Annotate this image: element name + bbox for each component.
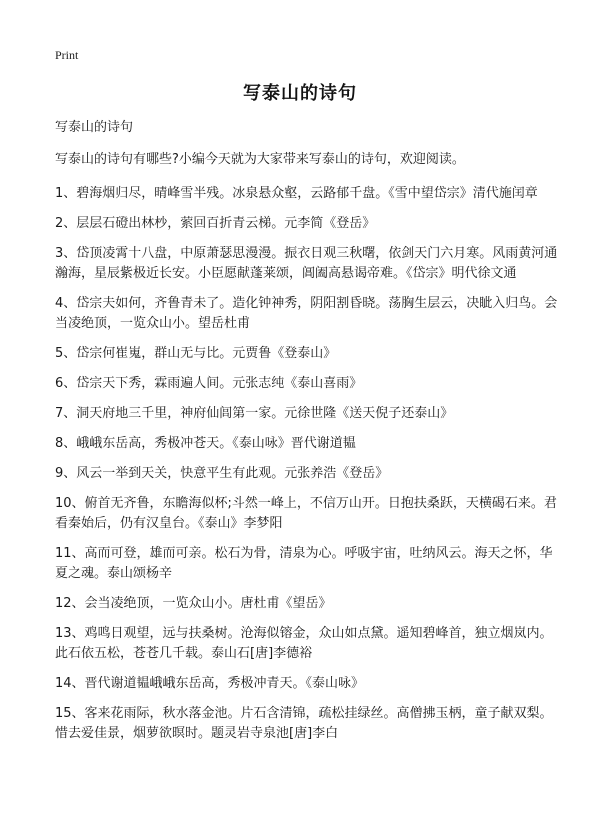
- poem-item: 15、客来花雨际，秋水落金池。片石含清锦，疏松挂绿丝。高僧拂玉柄，童子献双梨。惜去爱佳景，烟萝欲暝时。题灵岩寺泉池[唐]李白: [55, 706, 553, 741]
- poem-item: 3、岱顶凌霄十八盘，中原萧瑟思漫漫。振衣日观三秋曙，依剑天门六月寒。风雨黄河通瀚海，星辰紫极近长安。小臣愿献蓬莱颂，阊阖高悬谒帝难。《岱宗》明代徐文通: [55, 246, 558, 281]
- poem-item: 5、岱宗何崔嵬，群山无与比。元贾鲁《登泰山》: [55, 346, 337, 361]
- poem-item: 13、鸡鸣日观望，远与扶桑树。沧海似镕金，众山如点黛。遥知碧峰首，独立烟岚内。此石依五松，苍苍几千载。泰山石[唐]李德裕: [55, 626, 553, 661]
- article-body: [55, 118, 560, 754]
- poem-item: 4、岱宗夫如何，齐鲁青未了。造化钟神秀，阴阳割昏晓。荡胸生层云，决眦入归鸟。会当凌绝顶，一览众山小。望岳杜甫: [55, 296, 558, 331]
- poem-item: 9、风云一举到天关，快意平生有此观。元张养浩《登岳》: [55, 466, 389, 481]
- page-title: 写泰山的诗句: [243, 83, 357, 104]
- poem-item: 8、峨峨东岳高，秀极冲苍天。《泰山咏》晋代谢道韫: [55, 436, 356, 451]
- poem-item: 10、俯首无齐鲁，东瞻海似杯;斗然一峰上，不信万山开。日抱扶桑跃，天横碣石来。君看秦始后，仍有汉皇台。《泰山》李梦阳: [55, 496, 557, 531]
- poem-item: 11、高而可登，雄而可亲。松石为骨，清泉为心。呼吸宇宙，吐纳风云。海天之怀，华夏之魂。泰山颂杨辛: [55, 546, 553, 581]
- poem-item: 12、会当凌绝顶，一览众山小。唐杜甫《望岳》: [55, 596, 332, 611]
- poem-item: 1、碧海烟归尽，晴峰雪半残。冰泉悬众壑，云路郁千盘。《雪中望岱宗》清代施闰章: [55, 186, 538, 201]
- poem-item: 2、层层石磴出林杪，萦回百折青云梯。元李简《登岳》: [55, 216, 376, 231]
- poem-item: 14、晋代谢道韫峨峨东岳高，秀极冲青天。《泰山咏》: [55, 676, 365, 691]
- poem-item: 7、洞天府地三千里，神府仙闾第一家。元徐世隆《送天倪子还泰山》: [55, 406, 454, 421]
- print-label[interactable]: Print: [55, 48, 79, 62]
- article-intro: 写泰山的诗句有哪些?小编今天就为大家带来写泰山的诗句，欢迎阅读。: [55, 152, 465, 167]
- poem-item: 6、岱宗天下秀，霖雨遍人间。元张志纯《泰山喜雨》: [55, 376, 363, 391]
- article-subtitle: 写泰山的诗句: [55, 120, 134, 135]
